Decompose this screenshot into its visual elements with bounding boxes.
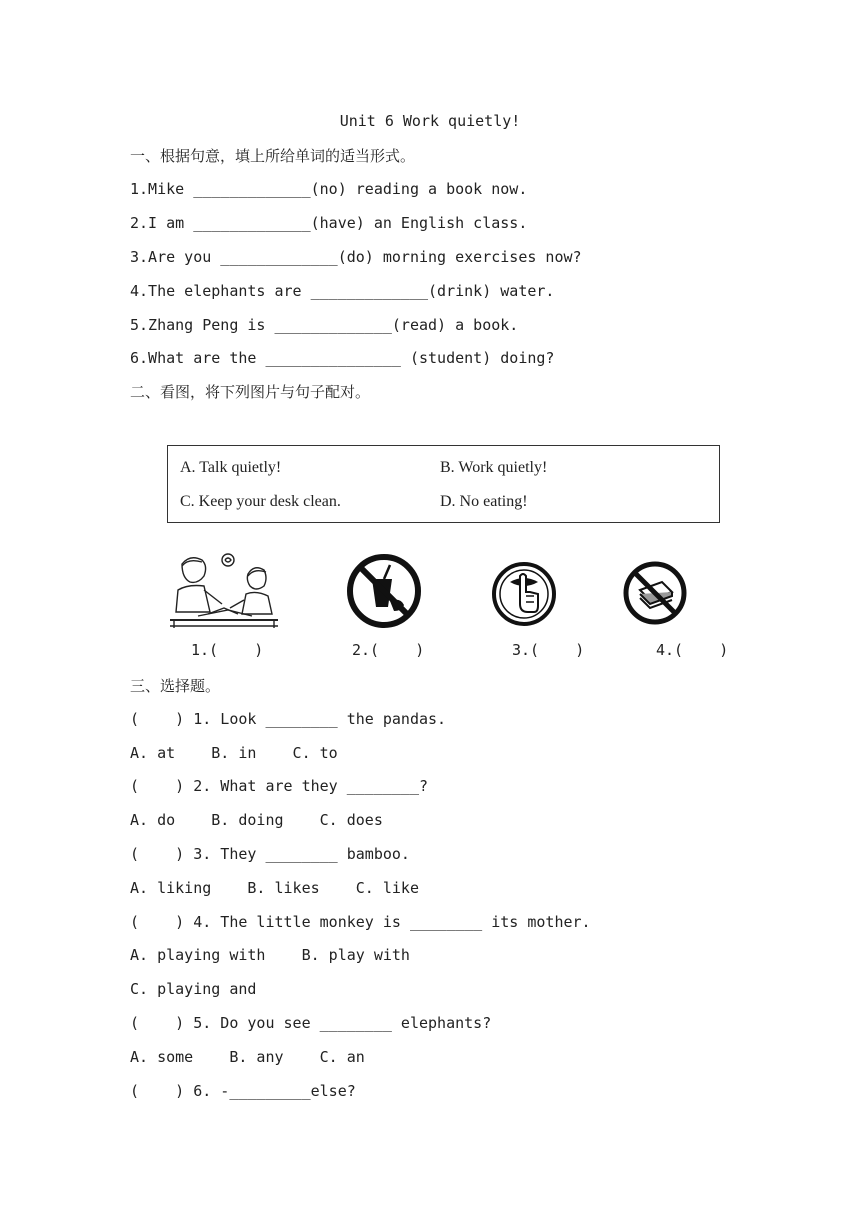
answer-options-line: C. playing and [130,980,257,998]
question-line: ( ) 2. What are they ________? [130,777,429,795]
question-line: ( ) 4. The little monkey is ________ its mother. [130,913,591,931]
worksheet-title: Unit 6 Work quietly! [339,112,521,130]
section3-heading: 三、选择题。 [130,677,221,695]
picture-label-4: 4.( ) [656,641,729,659]
answer-options-line: A. some B. any C. an [130,1048,365,1066]
picture-label-1: 1.( ) [191,641,264,659]
section1-item: 4.The elephants are _____________(drink) water. [130,282,555,300]
picture-label-3: 3.( ) [512,641,585,659]
question-line: ( ) 6. -_________else? [130,1082,356,1100]
section1-item: 1.Mike _____________(no) reading a book now. [130,180,528,198]
section1-item: 2.I am _____________(have) an English class. [130,214,528,232]
question-line: ( ) 1. Look ________ the pandas. [130,710,447,728]
answer-options-line: A. at B. in C. to [130,744,338,762]
answer-options-line: A. liking B. likes C. like [130,879,419,897]
quiet-finger-sign [490,560,558,628]
section1-item: 6.What are the _______________ (student) doing? [130,349,555,367]
section1-item: 5.Zhang Peng is _____________(read) a book. [130,316,519,334]
option-a: A. Talk quietly! [180,459,282,476]
section1-item: 3.Are you _____________(do) morning exercises now? [130,248,582,266]
question-line: ( ) 5. Do you see ________ elephants? [130,1014,492,1032]
answer-options-line: A. playing with B. play with [130,946,410,964]
options-box [167,445,720,523]
students-working-picture [168,550,280,628]
section1-heading: 一、根据句意，填上所给单词的适当形式。 [130,147,416,165]
question-line: ( ) 3. They ________ bamboo. [130,845,410,863]
option-b: B. Work quietly! [440,459,548,476]
option-c: C. Keep your desk clean. [180,493,341,510]
no-food-sign [622,560,688,626]
option-d: D. No eating! [440,493,528,510]
answer-options-line: A. do B. doing C. does [130,811,383,829]
section2-heading: 二、看图，将下列图片与句子配对。 [130,383,371,401]
no-drinking-sign [346,553,422,629]
picture-label-2: 2.( ) [352,641,425,659]
